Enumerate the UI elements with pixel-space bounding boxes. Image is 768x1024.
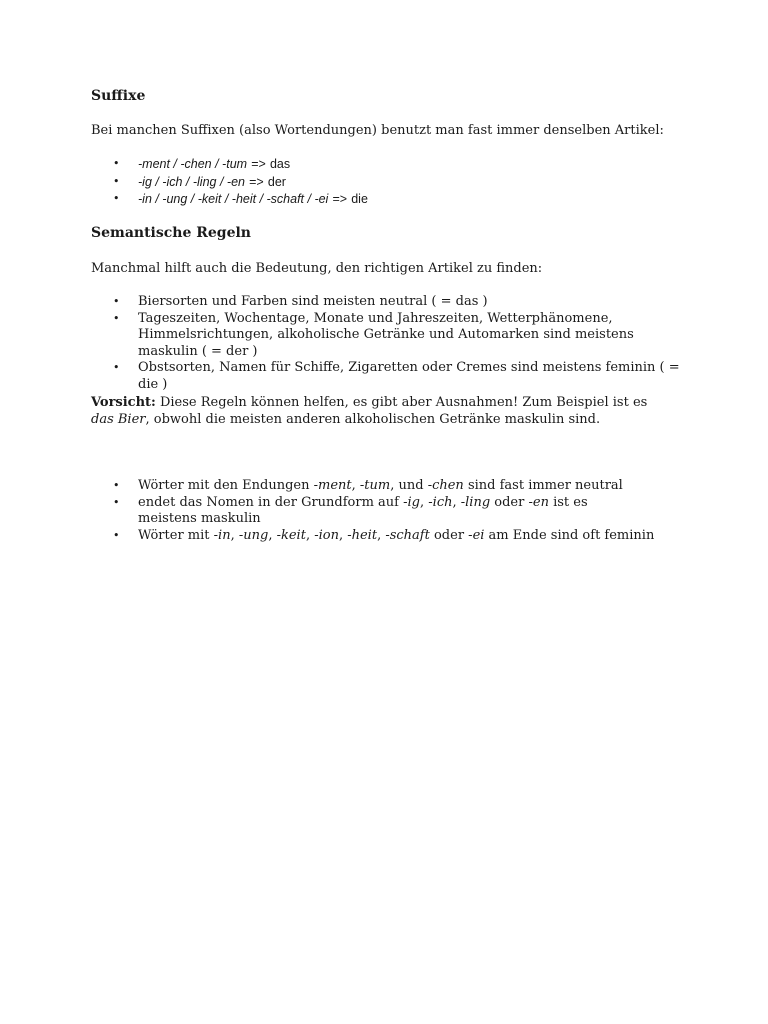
- list-item: [91, 478, 691, 495]
- summary-list: [91, 478, 691, 544]
- text: ist es meistens maskulin: [138, 494, 588, 526]
- heading-semantische-regeln: Semantische Regeln: [91, 225, 251, 241]
- warning-text-end: , obwohl die meisten anderen alkoholischen Getränke maskulin sind.: [145, 412, 601, 427]
- text: ,: [230, 527, 239, 543]
- semantic-intro: Manchmal hilft auch die Bedeutung, den richtigen Artikel zu finden:: [91, 261, 543, 276]
- text: ,: [420, 494, 429, 510]
- text: ,: [338, 527, 348, 543]
- suffix: -ei: [468, 527, 485, 543]
- warning-note: [91, 394, 651, 428]
- list-item: [91, 191, 691, 209]
- arrow: =>: [249, 174, 264, 189]
- suffix: -ling: [460, 494, 491, 510]
- suffix-list: [91, 156, 691, 209]
- list-item: [91, 528, 691, 545]
- article: die: [351, 192, 368, 206]
- warning-label: Vorsicht:: [91, 395, 156, 410]
- suffix: -schaft: [385, 527, 430, 543]
- list-item: [91, 174, 691, 192]
- suffix: -in: [213, 527, 231, 543]
- list-item: [91, 495, 638, 528]
- suffix-group: -in / -ung / -keit / -heit / -schaft / -ei: [138, 192, 329, 206]
- text: oder: [429, 527, 469, 543]
- suffix: -ion: [314, 527, 339, 543]
- article: das: [269, 157, 291, 171]
- text: oder: [490, 494, 529, 510]
- list-item: • Obstsorten, Namen für Schiffe, Zigaretten oder Cremes sind meistens feminin ( = die ): [91, 360, 691, 393]
- text: , und: [390, 478, 428, 493]
- arrow: =>: [332, 192, 348, 206]
- suffixe-intro: Bei manchen Suffixen (also Wortendungen) benutzt man fast immer denselben Artikel:: [91, 123, 664, 138]
- suffix: -ich: [428, 494, 453, 510]
- semantic-list: [91, 294, 691, 393]
- suffix-group: -ig / -ich / -ling / -en: [138, 174, 245, 189]
- suffix: -en: [528, 494, 549, 510]
- warning-example: das Bier: [91, 412, 146, 427]
- text: ,: [268, 527, 277, 543]
- list-item: [91, 156, 691, 174]
- text: ,: [452, 494, 461, 510]
- text: ,: [305, 527, 315, 543]
- text: Wörter mit den Endungen: [138, 478, 314, 493]
- article: der: [267, 174, 286, 189]
- text: am Ende sind oft feminin: [484, 527, 655, 543]
- warning-text: Diese Regeln können helfen, es gibt aber Ausnahmen! Zum Beispiel ist es: [155, 395, 648, 410]
- suffix: -ig: [403, 494, 420, 510]
- suffix-group: -ment / -chen / -tum: [138, 157, 248, 171]
- list-item: • Tageszeiten, Wochentage, Monate und Jahreszeiten, Wetterphänomene, Himmelsrichtungen, alkoholische Getränke und Automarken sind meistens maskulin ( = der ): [91, 311, 691, 361]
- text: endet das Nomen in der Grundform auf: [138, 494, 404, 510]
- arrow: =>: [251, 157, 266, 171]
- list-item: • Biersorten und Farben sind meisten neutral ( = das ): [91, 294, 691, 311]
- heading-suffixe: Suffixe: [91, 88, 146, 104]
- text: ,: [351, 478, 360, 493]
- suffix: -chen: [427, 478, 464, 493]
- text: Wörter mit: [138, 527, 214, 543]
- suffix: -heit: [347, 527, 378, 543]
- suffix: -ment: [313, 478, 352, 493]
- text: ,: [377, 527, 386, 543]
- text: sind fast immer neutral: [463, 478, 623, 493]
- suffix: -tum: [359, 478, 391, 493]
- suffix: -keit: [276, 527, 306, 543]
- suffix: -ung: [238, 527, 269, 543]
